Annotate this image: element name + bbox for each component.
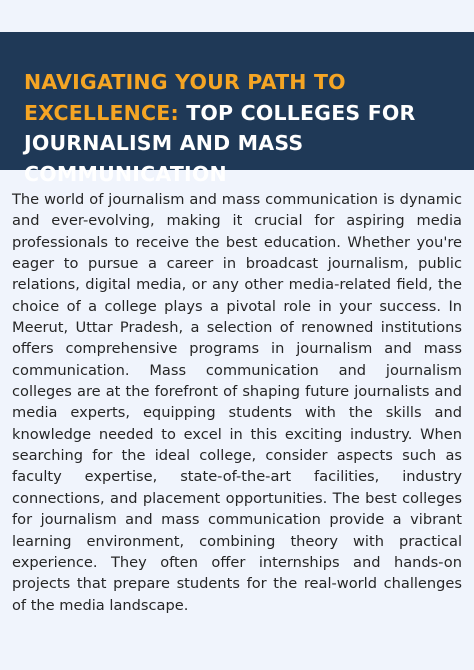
title-main-text: TOP COLLEGES FOR JOURNALISM AND MASS COMMUNICATION — [24, 100, 416, 186]
body-paragraph: The world of journalism and mass communication is dynamic and ever-evolving, making it crucial for aspiring media professionals to receive the best education. Whether you're eager to pursue a career in broadcast journalism, public relations, digital media, or any other media-related field, the choice of a college plays a pivotal role in your success. In Meerut, Uttar Pradesh, a selection of renowned institutions offers comprehensive programs in journalism and mass communication. Mass communication and journalism colleges are at the forefront of shaping future journalists and media experts, equipping students with the skills and knowledge needed to excel in this exciting industry. When searching for the ideal college, consider aspects such as faculty expertise, state-of-the-art facilities, industry connections, and placement opportunities. The best colleges for journalism and mass communication provide a vibrant learning environment, combining theory with practical experience. They often offer internships and hands-on projects that prepare students for the real-world challenges of the media landscape. — [12, 191, 462, 614]
title-banner — [0, 32, 474, 186]
title-accent-text: NAVIGATING YOUR PATH TO EXCELLENCE: — [24, 70, 346, 125]
page-title — [24, 67, 464, 189]
